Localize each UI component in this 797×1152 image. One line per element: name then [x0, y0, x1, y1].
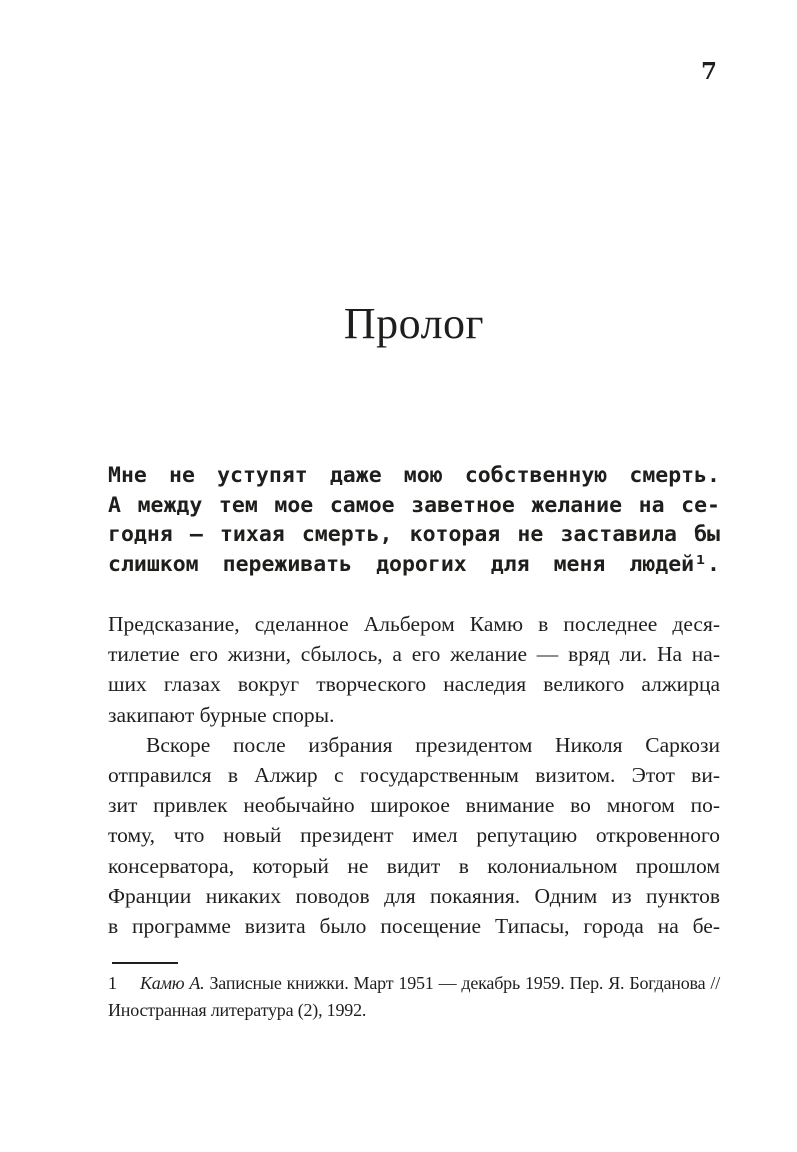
footnote [108, 970, 720, 1024]
body-text [108, 609, 720, 941]
epigraph-line: годня — тихая смерть, которая не заставила бы [108, 522, 720, 548]
body-line: тому, что новый президент имел репутацию откровенного [108, 823, 720, 848]
body-line: зит привлек необычайно широкое внимание во многом по- [108, 793, 720, 818]
chapter-title: Пролог [343, 299, 485, 348]
epigraph-line: слишком переживать дорогих для меня людей¹. [108, 551, 720, 577]
paragraph [108, 730, 720, 941]
epigraph-line: Мне не уступят даже мою собственную смерть. [108, 463, 720, 488]
epigraph [108, 461, 720, 579]
body-line: Предсказание, сделанное Альбером Камю в последнее деся- [108, 612, 720, 636]
footnote-author: Камю А. [140, 973, 205, 993]
body-line: Франции никаких поводов для покаяния. Одним из пунктов [108, 883, 720, 908]
footnote-line [108, 970, 720, 997]
footnote-divider [112, 962, 178, 964]
body-line: в программе визита было посещение Типасы, города на бе- [108, 914, 720, 939]
body-line: Вскоре после избрания президентом Николя Саркози [146, 732, 720, 757]
body-line: отправился в Алжир с государственным визитом. Этот ви- [108, 763, 720, 788]
footnote-text: Записные книжки. Март 1951 — декабрь 1959. Пер. Я. Богданова // [209, 973, 720, 993]
epigraph-line: А между тем мое самое заветное желание на се- [108, 492, 720, 518]
paragraph [108, 609, 720, 730]
body-line: закипают бурные споры. [108, 702, 335, 727]
body-line: ших глазах вокруг творческого наследия великого алжирца [108, 672, 720, 697]
footnote-marker: 1 [108, 973, 117, 993]
page-number: 7 [700, 58, 717, 85]
body-line: тилетие его жизни, сбылось, а его желание — вряд ли. На на- [108, 642, 720, 667]
body-line: консерватора, который не видит в колониальном прошлом [108, 853, 720, 878]
footnote-line: Иностранная литература (2), 1992. [108, 1000, 367, 1020]
